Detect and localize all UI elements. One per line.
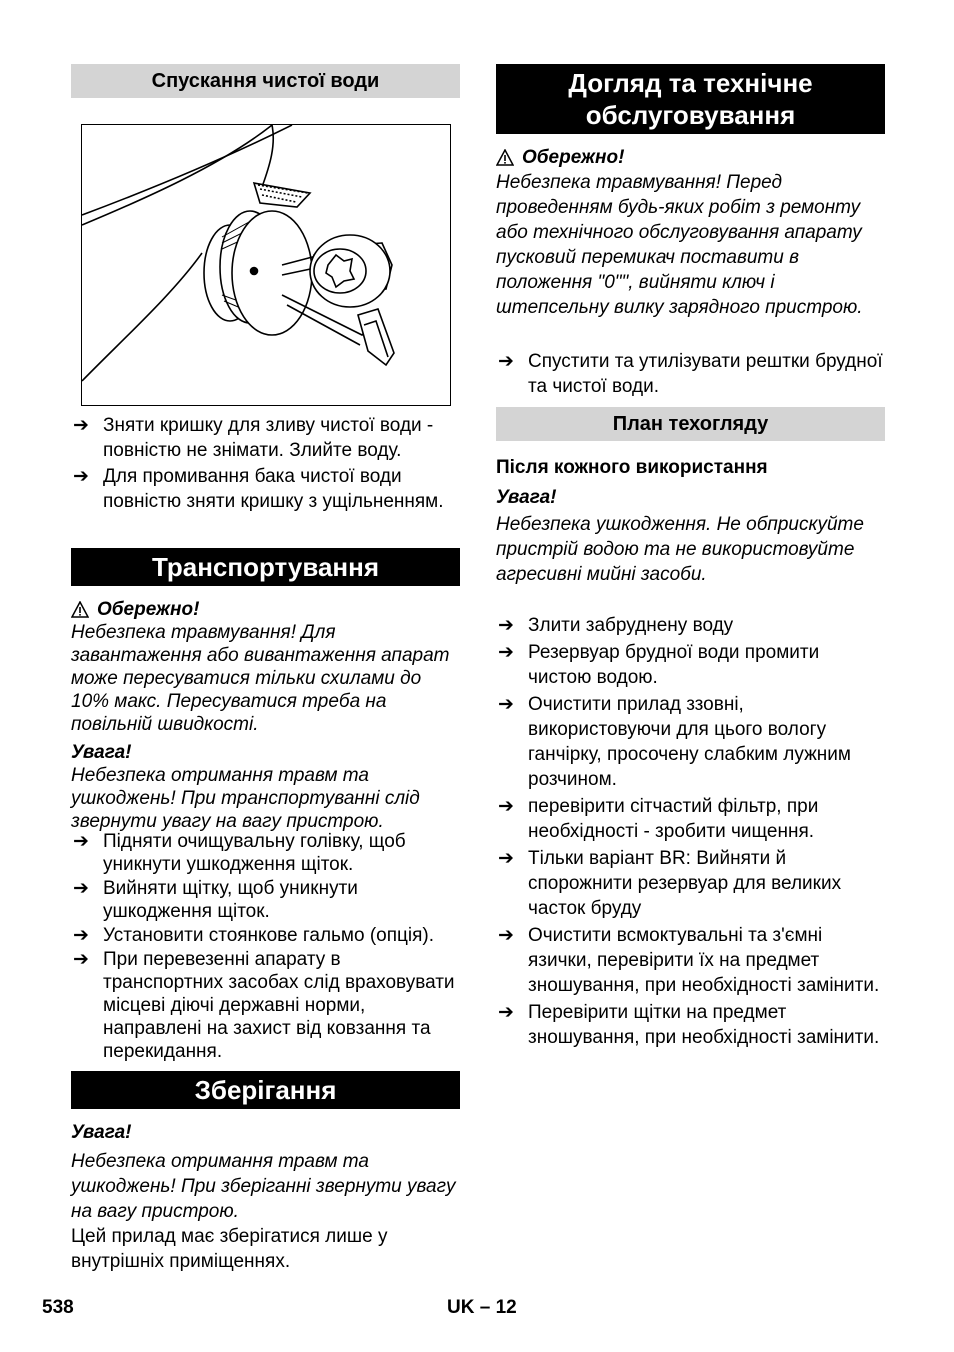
list-item: ➔ Очистити всмоктувальні та з'ємні язички, перевірити їх на предмет зношування, при необхідності замінити.: [498, 925, 880, 996]
drain-cap-illustration: [81, 124, 451, 406]
transport-steps: [71, 830, 460, 1064]
caution-text: Небезпека травмування! Перед проведенням будь-яких робіт з ремонту або технічного обслуговування апарату пусковий перемикач поставити в положення "0"", вийняти ключ і штепсельну вилку зарядного пристрою.: [496, 172, 863, 318]
drain-title: Спускання чистої води: [71, 64, 460, 98]
list-item: ➔ Вийняти щітку, щоб уникнути ушкодження щіток.: [73, 878, 358, 922]
arrow-right-icon: ➔: [73, 415, 89, 436]
arrow-right-icon: ➔: [498, 796, 514, 817]
arrow-right-icon: ➔: [498, 925, 514, 946]
care-title: Догляд та технічне обслуговування: [496, 64, 885, 134]
list-item: ➔ перевірити сітчастий фільтр, при необхідності - зробити чищення.: [498, 796, 819, 842]
section-label: UK – 12: [447, 1297, 517, 1318]
arrow-right-icon: ➔: [498, 351, 514, 372]
list-item: ➔ Для промивання бака чистої води повністю зняти кришку з ущільненням.: [73, 466, 444, 512]
list-item: ➔ Спустити та утилізувати рештки брудної та чистої води.: [498, 351, 883, 397]
arrow-right-icon: ➔: [498, 694, 514, 715]
after-use-block: [496, 455, 885, 587]
after-use-steps: [496, 613, 885, 1052]
list-item: ➔ Зняти кришку для зливу чистої води - повністю не знімати. Злийте воду.: [73, 415, 434, 461]
transport-caution: [71, 598, 460, 833]
care-caution: [496, 145, 885, 320]
attention-text: Небезпека ушкодження. Не обприскуйте пристрій водою та не використовуйте агресивні мийні засоби.: [496, 514, 864, 585]
arrow-right-icon: ➔: [498, 1002, 514, 1023]
arrow-right-icon: ➔: [498, 642, 514, 663]
storage-title: Зберігання: [71, 1071, 460, 1109]
after-use-heading: Після кожного використання: [496, 457, 768, 478]
caution-label: Обережно!: [97, 599, 200, 620]
warning-triangle-icon: [496, 149, 514, 166]
list-item: ➔ Установити стоянкове гальмо (опція).: [73, 925, 435, 946]
drain-steps: [71, 413, 460, 515]
transport-title: Транспортування: [71, 548, 460, 586]
attention-label: Увага!: [496, 487, 557, 508]
caution-text: Небезпека травмування! Для завантаження або вивантаження апарат може пересуватися тільки схилами до 10% макс. Пересуватися треба на повільній швидкості.: [71, 622, 450, 735]
list-item: ➔ Тільки варіант BR: Вийняти й спорожнити резервуар для великих часток бруду: [498, 848, 842, 919]
plan-title: План техогляду: [496, 407, 885, 441]
attention-text: Небезпека отримання травм та ушкоджень! При транспортуванні слід звернути увагу на вагу пристрою.: [71, 765, 420, 832]
list-item: ➔ При перевезенні апарату в транспортних засобах слід враховувати місцеві діючі державні норми, направлені на захист від ковзання та перекидання.: [73, 949, 455, 1062]
list-item: ➔ Резервуар брудної води промити чистою водою.: [498, 642, 820, 688]
caution-label: Обережно!: [522, 147, 625, 168]
arrow-right-icon: ➔: [498, 615, 514, 636]
storage-text: Цей прилад має зберігатися лише у внутрішніх приміщеннях.: [71, 1226, 388, 1272]
arrow-right-icon: ➔: [73, 878, 89, 899]
arrow-right-icon: ➔: [73, 925, 89, 946]
page-number: 538: [42, 1297, 74, 1318]
list-item: ➔ Перевірити щітки на предмет зношування, при необхідності замінити.: [498, 1002, 880, 1048]
list-item: ➔ Очистити прилад ззовні, використовуючи для цього вологу ганчірку, просочену слабким лужним розчином.: [498, 694, 851, 790]
attention-label: Увага!: [71, 742, 132, 763]
warning-triangle-icon: [71, 601, 89, 618]
arrow-right-icon: ➔: [73, 831, 89, 852]
attention-text: Небезпека отримання травм та ушкоджень! При зберіганні звернути увагу на вагу пристрою.: [71, 1151, 456, 1222]
list-item: ➔ Підняти очищувальну голівку, щоб уникнути ушкодження щіток.: [73, 831, 406, 875]
care-steps: [496, 349, 885, 400]
list-item: ➔ Злити забруднену воду: [498, 615, 734, 636]
arrow-right-icon: ➔: [73, 949, 89, 970]
storage-block: [71, 1120, 460, 1274]
arrow-right-icon: ➔: [498, 848, 514, 869]
arrow-right-icon: ➔: [73, 466, 89, 487]
attention-label: Увага!: [71, 1122, 132, 1143]
